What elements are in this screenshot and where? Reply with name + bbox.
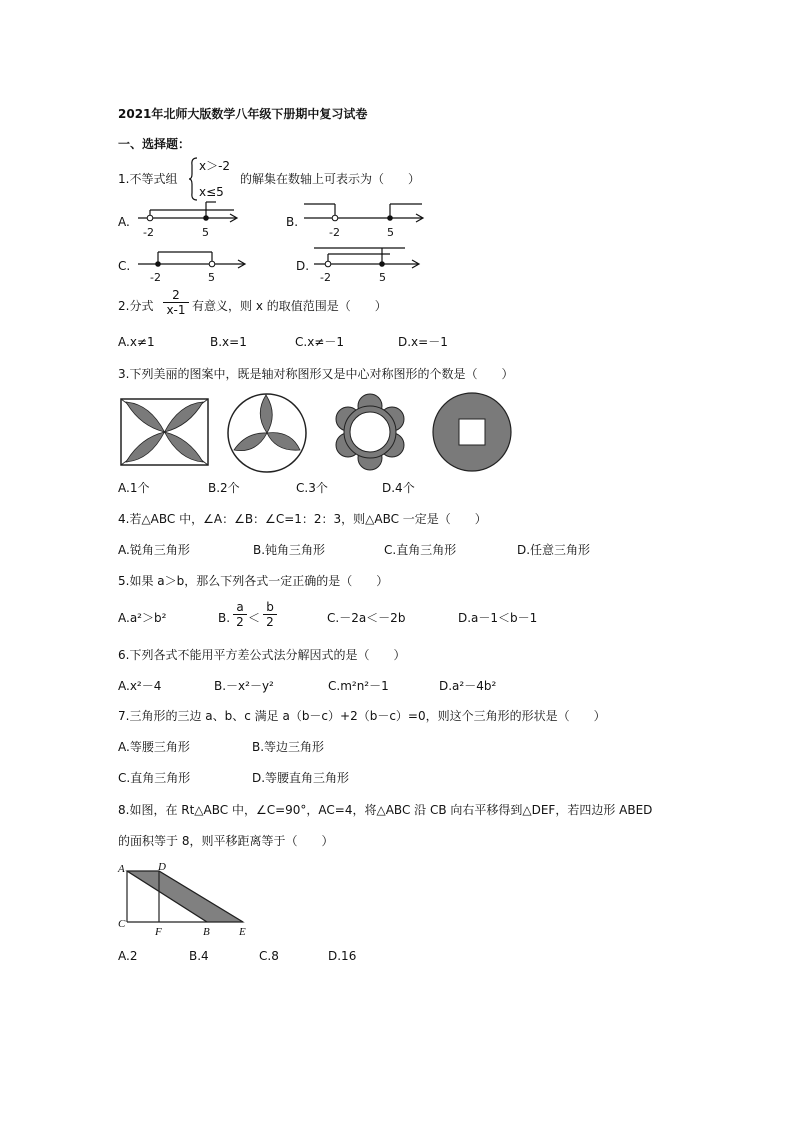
q2-option-b: B.x=1 [210, 335, 247, 349]
q5-option-b-prefix: B. [218, 611, 231, 625]
q2-fraction [163, 288, 189, 317]
q3-option-b: B.2个 [208, 481, 240, 495]
q6-option-b: B.－x²－y² [214, 679, 274, 693]
q2-stem-prefix: 2.分式 [118, 299, 154, 313]
q1-option-a-left-tick: -2 [143, 226, 154, 239]
q7-option-d: D.等腰直角三角形 [252, 771, 350, 785]
q1-option-a-label: A. [118, 215, 130, 229]
q1-condition-2: x≤5 [199, 185, 224, 199]
q5-stem: 5.如果 a＞b，那么下列各式一定正确的是（ ） [118, 574, 389, 588]
q2-stem-suffix: 有意义，则 x 的取值范围是（ ） [192, 299, 387, 313]
q5-option-b-fraction-2 [263, 600, 277, 629]
q1-option-c-left-tick: -2 [150, 271, 161, 284]
q4-stem: 4.若△ABC 中，∠A：∠B：∠C=1：2：3，则△ABC 一定是（ ） [118, 512, 487, 526]
q5-option-b-fraction-1 [233, 600, 247, 629]
q8-option-c: C.8 [259, 949, 279, 963]
q5-option-b-numerator-2: b [263, 600, 277, 615]
q2-numerator: 2 [163, 288, 189, 303]
q3-option-a: A.1个 [118, 481, 150, 495]
q8-option-d: D.16 [328, 949, 357, 963]
q4-option-c: C.直角三角形 [384, 543, 457, 557]
q1-option-b-numberline [300, 198, 430, 224]
q1-option-b-right-tick: 5 [387, 226, 394, 239]
q8-label-b: B [203, 926, 210, 938]
q8-label-d: D [158, 861, 166, 873]
q5-option-b-comparator: ＜ [248, 611, 261, 625]
q3-figure-square-leaves [120, 398, 210, 466]
q5-option-b-denominator-1: 2 [236, 615, 244, 629]
q1-condition-1: x＞-2 [199, 159, 231, 173]
q5-option-b-numerator-1: a [233, 600, 247, 615]
page-title: 2021年北师大版数学八年级下册期中复习试卷 [118, 107, 368, 121]
q3-figure-coin [431, 391, 513, 473]
q1-option-d-label: D. [296, 259, 310, 273]
q7-option-a: A.等腰三角形 [118, 740, 190, 754]
q1-stem-prefix: 1.不等式组 [118, 172, 178, 186]
q8-stem-line-1: 8.如图，在 Rt△ABC 中，∠C=90°，AC=4，将△ABC 沿 CB 向右平移得到△DEF，若四边形 ABED [118, 803, 653, 817]
q2-option-c: C.x≠－1 [295, 335, 344, 349]
q6-option-c: C.m²n²－1 [328, 679, 389, 693]
q3-stem: 3.下列美丽的图案中，既是轴对称图形又是中心对称图形的个数是（ ） [118, 367, 514, 381]
q5-option-a: A.a²＞b² [118, 611, 167, 625]
q1-option-c-numberline [136, 242, 251, 270]
q1-option-d-numberline [310, 242, 425, 270]
q1-stem-suffix: 的解集在数轴上可表示为（ ） [240, 172, 421, 186]
q4-option-a: A.锐角三角形 [118, 543, 190, 557]
q1-option-b-label: B. [286, 215, 299, 229]
q7-option-c: C.直角三角形 [118, 771, 191, 785]
q5-option-b-denominator-2: 2 [266, 615, 274, 629]
q5-option-c: C.－2a＜－2b [327, 611, 406, 625]
q5-option-d: D.a－1＜b－1 [458, 611, 538, 625]
q3-option-d: D.4个 [382, 481, 415, 495]
q3-figure-flower [330, 392, 410, 472]
q8-label-f: F [155, 926, 162, 938]
q2-option-a: A.x≠1 [118, 335, 155, 349]
q8-figure-translation [118, 864, 253, 934]
q8-label-c: C [118, 918, 126, 930]
q1-brace [188, 157, 198, 201]
q6-option-d: D.a²－4b² [439, 679, 497, 693]
q1-option-c-label: C. [118, 259, 131, 273]
q1-option-b-left-tick: -2 [329, 226, 340, 239]
q1-option-d-right-tick: 5 [379, 271, 386, 284]
q1-option-d-left-tick: -2 [320, 271, 331, 284]
q6-stem: 6.下列各式不能用平方差公式法分解因式的是（ ） [118, 648, 406, 662]
q8-stem-line-2: 的面积等于 8，则平移距离等于（ ） [118, 834, 334, 848]
q2-denominator: x-1 [166, 303, 186, 317]
q4-option-b: B.钝角三角形 [253, 543, 326, 557]
q6-option-a: A.x²－4 [118, 679, 162, 693]
section-heading: 一、选择题： [118, 137, 191, 151]
q8-option-a: A.2 [118, 949, 138, 963]
q3-figure-circle-blades [226, 392, 308, 474]
q1-option-c-right-tick: 5 [208, 271, 215, 284]
q8-option-b: B.4 [189, 949, 209, 963]
q3-option-c: C.3个 [296, 481, 328, 495]
q7-option-b: B.等边三角形 [252, 740, 325, 754]
q8-label-e: E [239, 926, 246, 938]
q4-option-d: D.任意三角形 [517, 543, 591, 557]
q8-label-a: A [118, 863, 125, 875]
q1-option-a-right-tick: 5 [202, 226, 209, 239]
q2-option-d: D.x=－1 [398, 335, 448, 349]
q7-stem: 7.三角形的三边 a、b、c 满足 a（b－c）+2（b－c）=0，则这个三角形的形状是（ ） [118, 709, 606, 723]
q1-option-a-numberline [136, 198, 246, 224]
